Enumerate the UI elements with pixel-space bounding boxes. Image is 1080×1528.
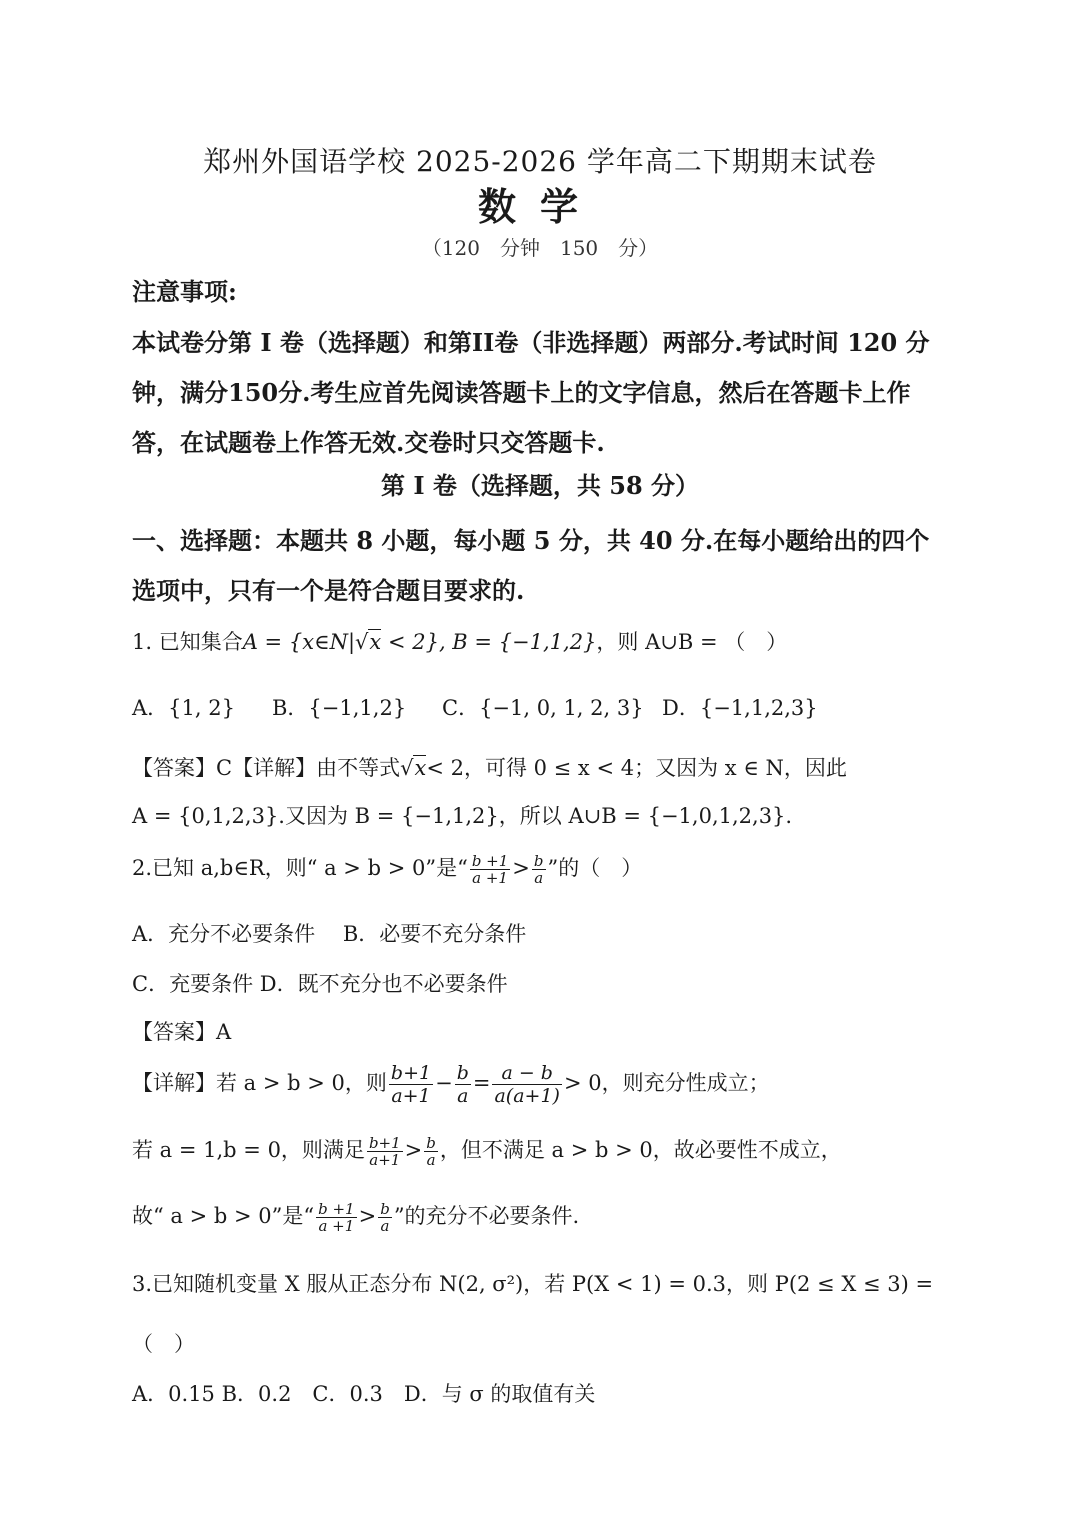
q2-detail-1-prefix: 【详解】若 a > b > 0，则 — [132, 1071, 387, 1095]
exam-duration: （120 分钟 150 分） — [421, 236, 659, 260]
section-instructions: 一、选择题：本题共 8 小题，每小题 5 分，共 40 分.在每小题给出的四个选项中，只有一个是符合题目要求的. — [132, 526, 930, 605]
q2-detail-3-frac-1-den: a +1 — [318, 1217, 355, 1235]
q2-prefix: 2.已知 a,b∈R，则“ a > b > 0”是“ — [132, 856, 468, 880]
q2-fraction-1-num: b +1 — [471, 852, 509, 870]
q2-detail-3-frac-1 — [316, 1201, 356, 1234]
q2-fraction-1-den: a +1 — [472, 869, 508, 887]
q2-detail-line-2 — [132, 1134, 948, 1168]
q2-detail-2-frac-1-den: a+1 — [369, 1151, 401, 1169]
q2-detail-2-frac-2 — [424, 1135, 438, 1168]
notice-body: 本试卷分第 I 卷（选择题）和第II卷（非选择题）两部分.考试时间 120 分钟，满分150分.考生应首先阅读答题卡上的文字信息，然后在答题卡上作答，在试题卷上作答无效.交卷时只交答题卡. — [132, 328, 930, 457]
q1-option-d: D．{−1,1,2,3} — [662, 696, 818, 720]
q1-prefix: 1. 已知集合 — [132, 630, 243, 654]
q2-detail-1-eq: = — [472, 1071, 491, 1095]
q2-fraction-2-den: a — [534, 869, 544, 887]
q1-answer-rest: < 2，可得 0 ≤ x < 4；又因为 x ∈ N，因此 — [426, 756, 847, 780]
q2-fraction-2 — [532, 853, 546, 886]
q2-detail-line-3 — [132, 1200, 948, 1234]
q3-options: A．0.15 B．0.2 C．0.3 D．与 σ 的取值有关 — [132, 1382, 596, 1406]
q1-answer-prefix: 【答案】C【详解】由不等式 — [132, 756, 401, 780]
q1-option-a: A．{1, 2} — [132, 696, 235, 720]
q1-ask: ，则 A∪B = （ ） — [596, 630, 788, 654]
q1-answer-line-2: A = {0,1,2,3}.又因为 B = {−1,1,2}，所以 A∪B = {−1,0,1,2,3}. — [132, 804, 793, 828]
q2-options-cd: C．充要条件 D．既不充分也不必要条件 — [132, 972, 508, 996]
q1-sqrt: √x — [355, 630, 382, 654]
q2-detail-2-frac-2-den: a — [426, 1151, 436, 1169]
q1-option-b: B．{−1,1,2} — [272, 696, 407, 720]
q2-suffix: ”的（ ） — [547, 856, 643, 880]
question-1 — [132, 626, 948, 656]
q2-detail-1-frac-2 — [455, 1062, 471, 1107]
exam-title: 郑州外国语学校 2025-2026 学年高二下期期末试卷 — [203, 145, 877, 178]
part1-heading: 第 I 卷（选择题，共 58 分） — [380, 471, 700, 500]
notice-heading: 注意事项: — [132, 277, 237, 306]
q2-detail-1-frac-1-den: a+1 — [391, 1085, 431, 1107]
q2-detail-1-minus: − — [435, 1071, 453, 1095]
q2-options-ab: A．充分不必要条件 B．必要不充分条件 — [132, 922, 527, 946]
q2-detail-2-rest: ，但不满足 a > b > 0，故必要性不成立， — [439, 1138, 842, 1162]
q2-detail-3-prefix: 故“ a > b > 0”是“ — [132, 1204, 315, 1228]
q2-fraction-2-num: b — [533, 852, 544, 870]
q2-detail-1-frac-2-num: b — [456, 1062, 469, 1084]
q2-detail-3-frac-1-num: b +1 — [318, 1200, 355, 1218]
question-2 — [132, 852, 948, 886]
q2-detail-1-frac-3 — [492, 1062, 562, 1107]
q2-detail-3-gt: > — [358, 1204, 377, 1228]
q2-detail-3-frac-2-den: a — [380, 1217, 390, 1235]
q2-detail-1-frac-1-num: b+1 — [390, 1062, 432, 1084]
q2-detail-2-prefix: 若 a = 1,b = 0，则满足 — [132, 1138, 365, 1162]
q2-detail-1-frac-1 — [389, 1062, 433, 1107]
q1-set-a: A = {x∈N| — [242, 630, 356, 654]
q1-answer-line-1 — [132, 752, 948, 782]
q2-detail-3-frac-2-num: b — [380, 1200, 390, 1218]
q2-detail-1-frac-3-num: a − b — [492, 1062, 562, 1085]
q2-detail-2-gt: > — [404, 1138, 423, 1162]
q1-options — [132, 692, 948, 722]
q2-detail-line-1 — [132, 1062, 948, 1107]
q2-detail-2-frac-2-num: b — [426, 1134, 436, 1152]
q3-answer-blank: （ ） — [132, 1332, 195, 1356]
q1-option-c: C．{−1, 0, 1, 2, 3} — [442, 696, 644, 720]
q2-answer: 【答案】A — [132, 1020, 232, 1044]
q2-detail-2-frac-1 — [367, 1135, 403, 1168]
q2-gt: > — [512, 856, 530, 880]
q2-fraction-1 — [470, 853, 510, 886]
q2-detail-2-frac-1-num: b+1 — [368, 1134, 401, 1152]
question-3: 3.已知随机变量 X 服从正态分布 N(2, σ²)，若 P(X < 1) = 0.3，则 P(2 ≤ X ≤ 3) = — [132, 1272, 934, 1296]
q1-sqrt-radicand: x — [369, 630, 382, 654]
subject-title: 数学 — [477, 184, 602, 229]
q2-detail-3-frac-2 — [378, 1201, 392, 1234]
q1-answer-sqrt: √x — [400, 756, 427, 780]
q1-answer-sqrt-radicand: x — [414, 756, 427, 780]
q2-detail-1-frac-2-den: a — [457, 1085, 469, 1107]
q2-detail-1-rest: > 0，则充分性成立； — [563, 1071, 770, 1095]
q2-detail-3-rest: ”的充分不必要条件. — [393, 1204, 580, 1228]
q1-set-a-tail: < 2} — [381, 630, 439, 654]
q2-detail-1-frac-3-den: a(a+1) — [494, 1085, 560, 1107]
q1-set-b: , B = {−1,1,2} — [438, 630, 597, 654]
